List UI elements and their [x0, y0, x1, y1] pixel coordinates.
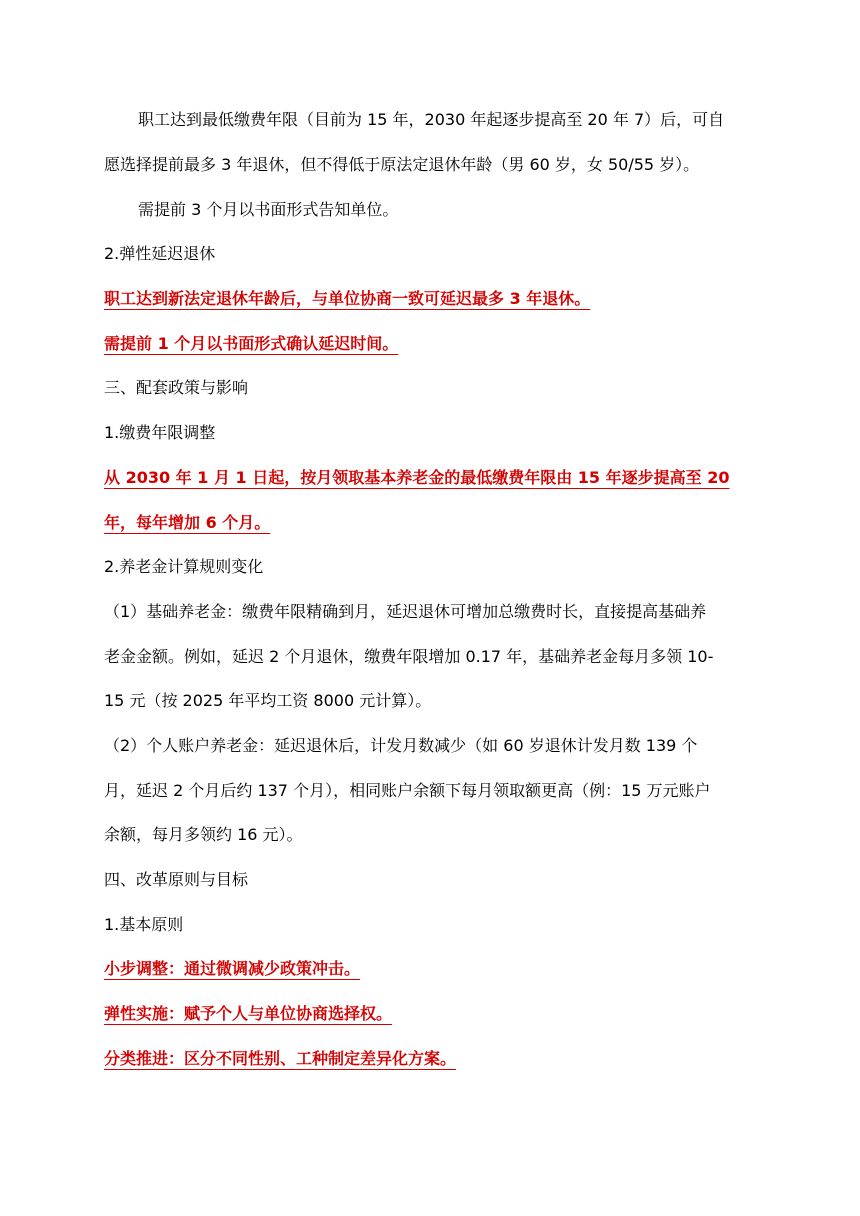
heading-contribution-years: 1.缴费年限调整	[104, 423, 216, 442]
paragraph-personal-account-line1: （2）个人账户养老金：延迟退休后，计发月数减少（如 60 岁退休计发月数 139 个	[104, 736, 698, 755]
paragraph-basic-pension-line3: 15 元（按 2025 年平均工资 8000 元计算）。	[104, 691, 432, 710]
heading-basic-principles: 1.基本原则	[104, 915, 184, 934]
emphasis-flexible-implementation: 弹性实施：赋予个人与单位协商选择权。	[104, 1004, 393, 1023]
paragraph-notice-3-months: 需提前 3 个月以书面形式告知单位。	[138, 200, 399, 219]
heading-pension-calculation: 2.养老金计算规则变化	[104, 557, 264, 576]
emphasis-confirm-1-month: 需提前 1 个月以书面形式确认延迟时间。	[104, 334, 399, 353]
paragraph-early-retirement-line2: 愿选择提前最多 3 年退休，但不得低于原法定退休年龄（男 60 岁，女 50/55 岁）。	[104, 155, 700, 174]
heading-section-3: 三、配套政策与影响	[104, 378, 249, 397]
heading-section-4: 四、改革原则与目标	[104, 870, 249, 889]
paragraph-early-retirement-line1: 职工达到最低缴费年限（目前为 15 年，2030 年起逐步提高至 20 年 7）后，可自	[138, 110, 725, 129]
paragraph-personal-account-line2: 月，延迟 2 个月后约 137 个月），相同账户余额下每月领取额更高（例：15 万元账户	[104, 781, 711, 800]
emphasis-categorized-advance: 分类推进：区分不同性别、工种制定差异化方案。	[104, 1049, 457, 1068]
paragraph-basic-pension-line1: （1）基础养老金：缴费年限精确到月，延迟退休可增加总缴费时长，直接提高基础养	[104, 602, 707, 621]
heading-flexible-delay: 2.弹性延迟退休	[104, 244, 216, 263]
paragraph-personal-account-line3: 余额，每月多领约 16 元）。	[104, 825, 303, 844]
emphasis-small-steps: 小步调整：通过微调减少政策冲击。	[104, 959, 361, 978]
emphasis-contribution-years-line1: 从 2030 年 1 月 1 日起，按月领取基本养老金的最低缴费年限由 15 年逐步提高至 20	[104, 468, 730, 487]
emphasis-contribution-years-line2: 年，每年增加 6 个月。	[104, 513, 271, 532]
paragraph-basic-pension-line2: 老金金额。例如，延迟 2 个月退休，缴费年限增加 0.17 年，基础养老金每月多领 10-	[104, 647, 714, 666]
emphasis-delay-max-3-years: 职工达到新法定退休年龄后，与单位协商一致可延迟最多 3 年退休。	[104, 289, 591, 308]
